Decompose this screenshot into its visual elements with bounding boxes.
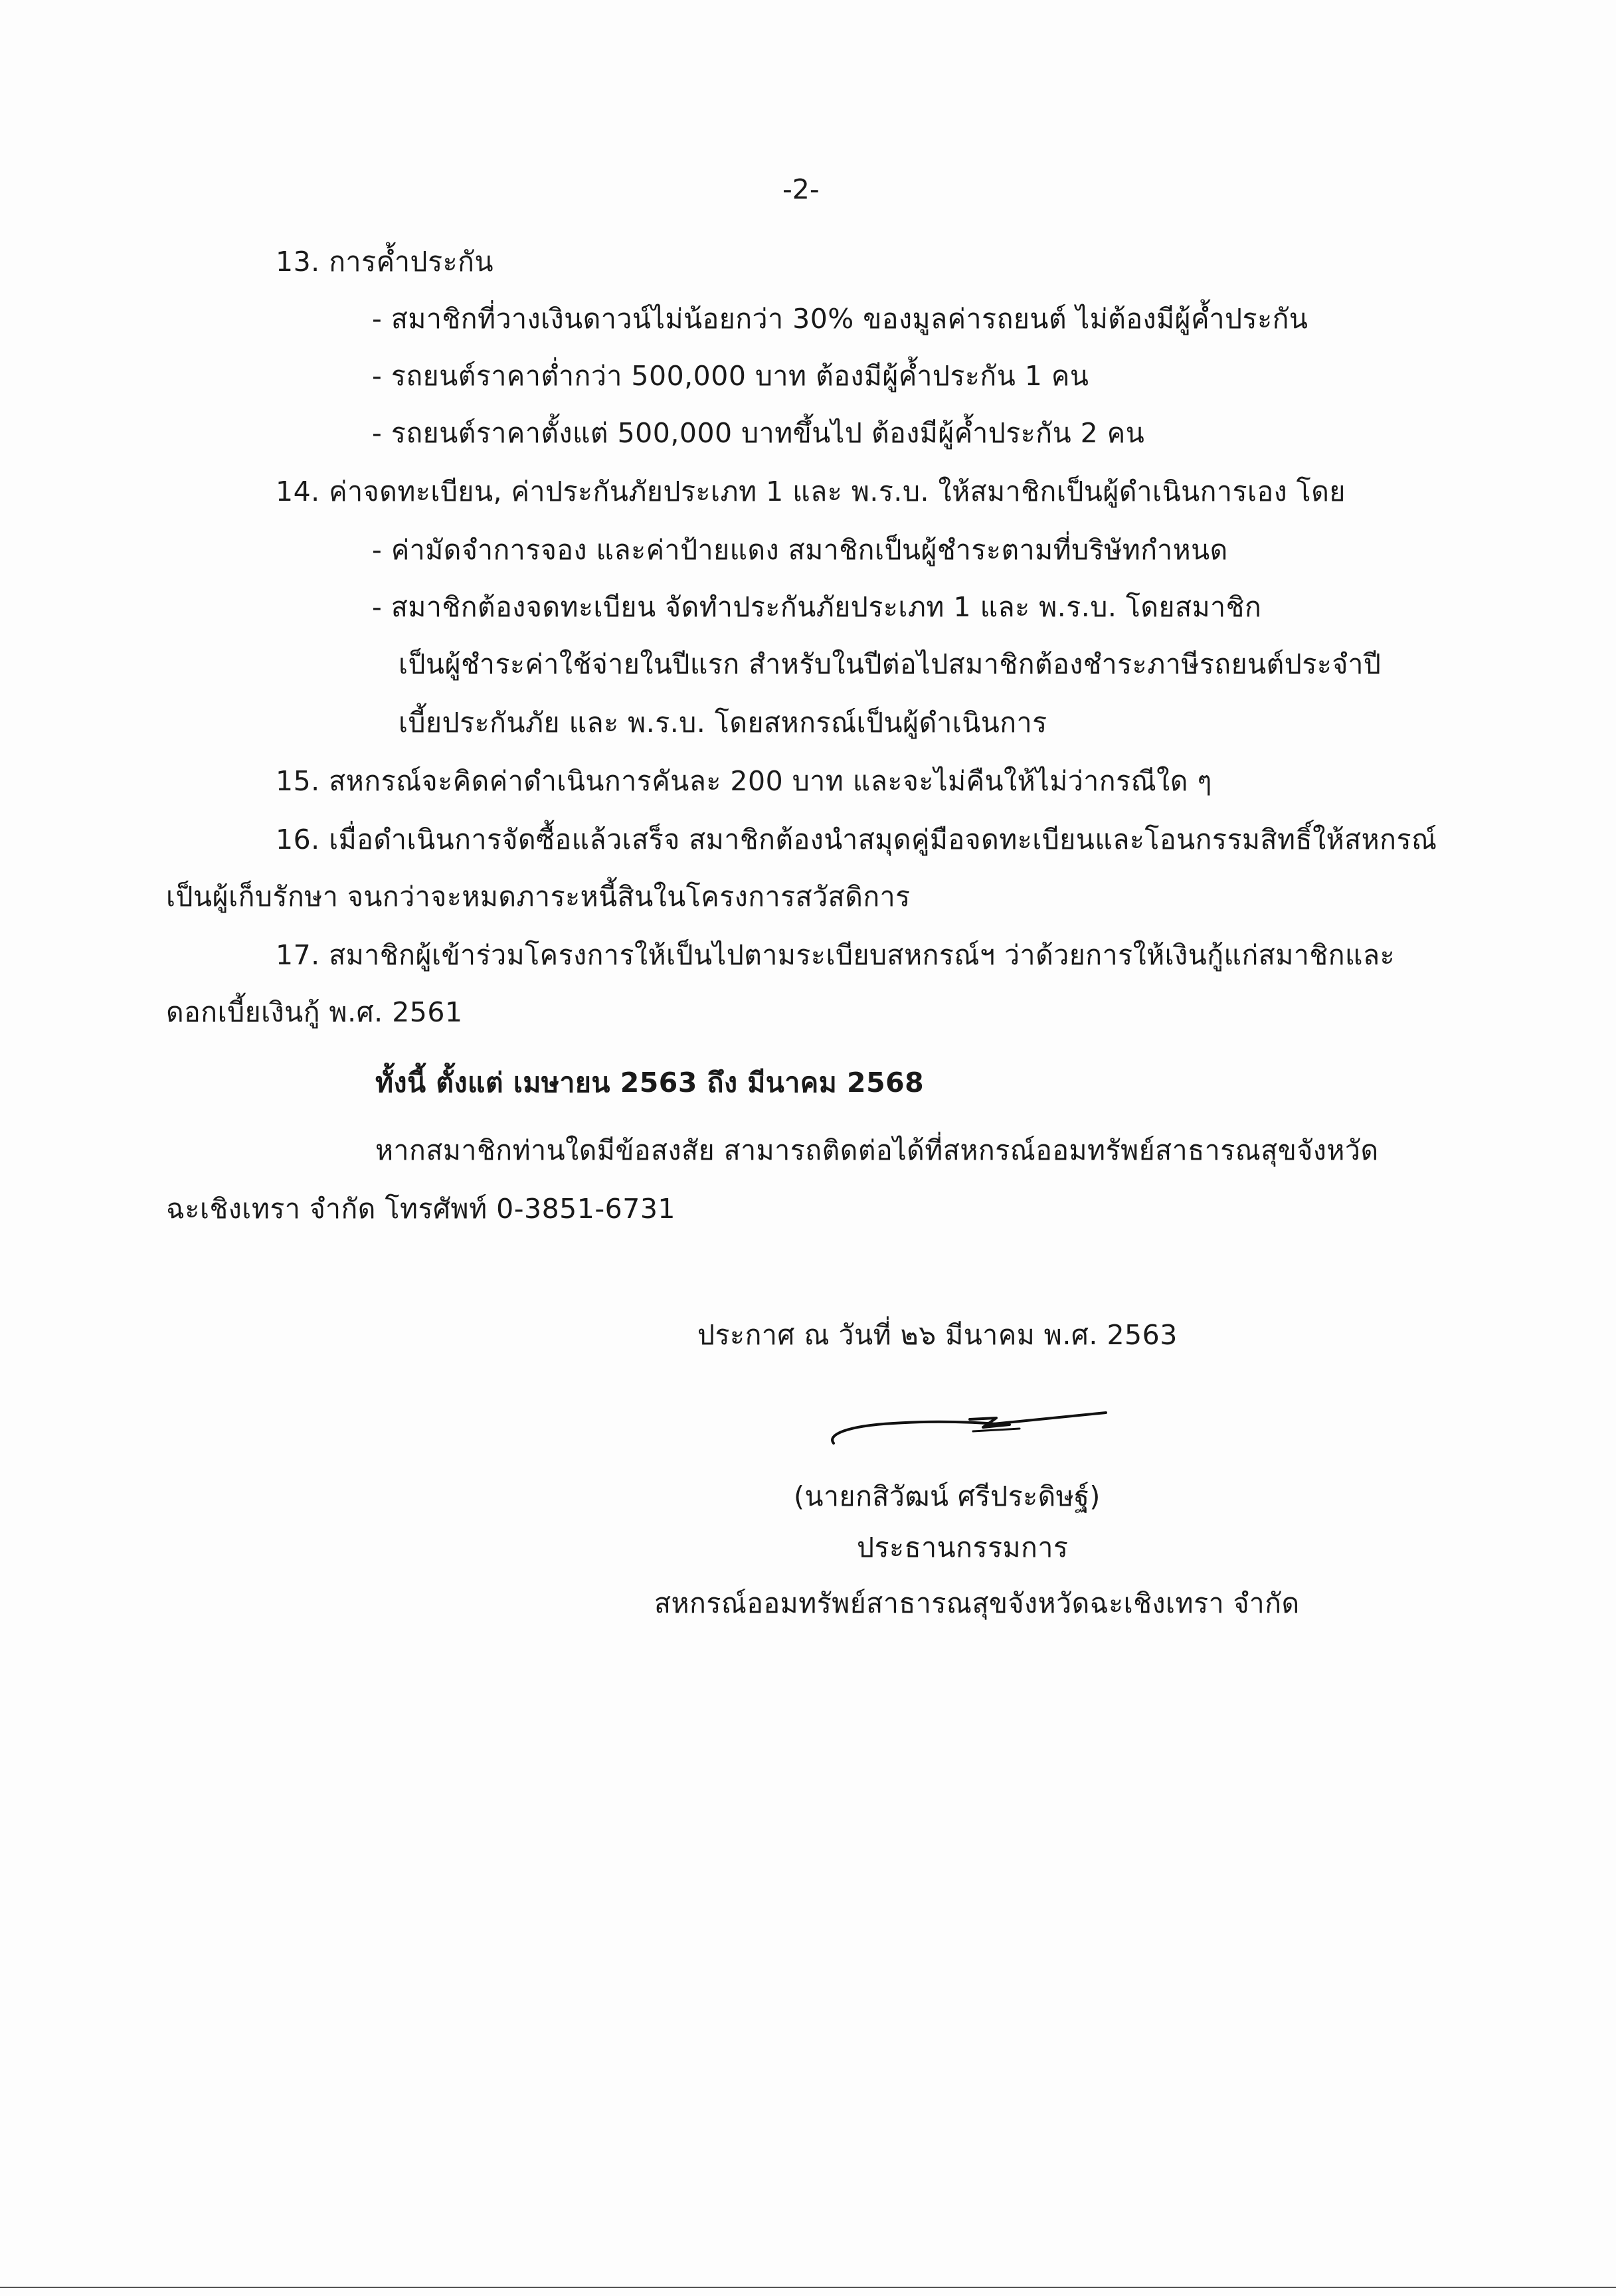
item-14-title: 14. ค่าจดทะเบียน, ค่าประกันภัยประเภท 1 และ พ.ร.บ. ให้สมาชิกเป็นผู้ดำเนินการเอง โดย [276,476,1346,507]
project-period: ทั้งนี้ ตั้งแต่ เมษายน 2563 ถึง มีนาคม 2568 [375,1067,925,1099]
item-14-bullet-1: - ค่ามัดจำการจอง และค่าป้ายแดง สมาชิกเป็นผู้ชำระตามที่บริษัทกำหนด [372,534,1228,566]
item-14-bullet-2-line-3: เบี้ยประกันภัย และ พ.ร.บ. โดยสหกรณ์เป็นผู้ดำเนินการ [399,707,1047,739]
item-15: 15. สหกรณ์จะคิดค่าดำเนินการคันละ 200 บาท และจะไม่คืนให้ไม่ว่ากรณีใด ๆ [276,765,1212,797]
signer-position: ประธานกรรมการ [857,1532,1069,1563]
contact-line-2: ฉะเชิงเทรา จำกัด โทรศัพท์ 0-3851-6731 [166,1193,675,1225]
item-13-bullet-2: - รถยนต์ราคาต่ำกว่า 500,000 บาท ต้องมีผู้ค้ำประกัน 1 คน [372,360,1089,392]
item-13-title: 13. การค้ำประกัน [276,246,494,278]
item-14-bullet-2-line-2: เป็นผู้ชำระค่าใช้จ่ายในปีแรก สำหรับในปีต่อไปสมาชิกต้องชำระภาษีรถยนต์ประจำปี [399,648,1382,680]
item-14-bullet-2-line-1: - สมาชิกต้องจดทะเบียน จัดทำประกันภัยประเภท 1 และ พ.ร.บ. โดยสมาชิก [372,591,1262,623]
announcement-date: ประกาศ ณ วันที่ ๒๖ มีนาคม พ.ศ. 2563 [697,1319,1178,1351]
page-number: -2- [782,173,820,205]
item-13-bullet-3: - รถยนต์ราคาตั้งแต่ 500,000 บาทขึ้นไป ต้องมีผู้ค้ำประกัน 2 คน [372,417,1145,449]
contact-line-1: หากสมาชิกท่านใดมีข้อสงสัย สามารถติดต่อได้ที่สหกรณ์ออมทรัพย์สาธารณสุขจังหวัด [375,1134,1379,1166]
item-16-line-1: 16. เมื่อดำเนินการจัดซื้อแล้วเสร็จ สมาชิกต้องนำสมุดคู่มือจดทะเบียนและโอนกรรมสิทธิ์ให้สหกรณ์ [276,824,1437,855]
item-17-line-2: ดอกเบี้ยเงินกู้ พ.ศ. 2561 [166,996,463,1028]
item-16-line-2: เป็นผู้เก็บรักษา จนกว่าจะหมดภาระหนี้สินในโครงการสวัสดิการ [166,881,911,913]
signer-organization: สหกรณ์ออมทรัพย์สาธารณสุขจังหวัดฉะเชิงเทรา จำกัด [654,1587,1300,1619]
item-17-line-1: 17. สมาชิกผู้เข้าร่วมโครงการให้เป็นไปตามระเบียบสหกรณ์ฯ ว่าด้วยการให้เงินกู้แก่สมาชิกและ [276,939,1395,971]
signer-name: (นายกสิวัฒน์ ศรีประดิษฐ์) [794,1480,1101,1512]
signature-image [820,1405,1113,1458]
item-13-bullet-1: - สมาชิกที่วางเงินดาวน์ไม่น้อยกว่า 30% ของมูลค่ารถยนต์ ไม่ต้องมีผู้ค้ำประกัน [372,303,1308,335]
bottom-edge-rule [0,2287,1616,2288]
